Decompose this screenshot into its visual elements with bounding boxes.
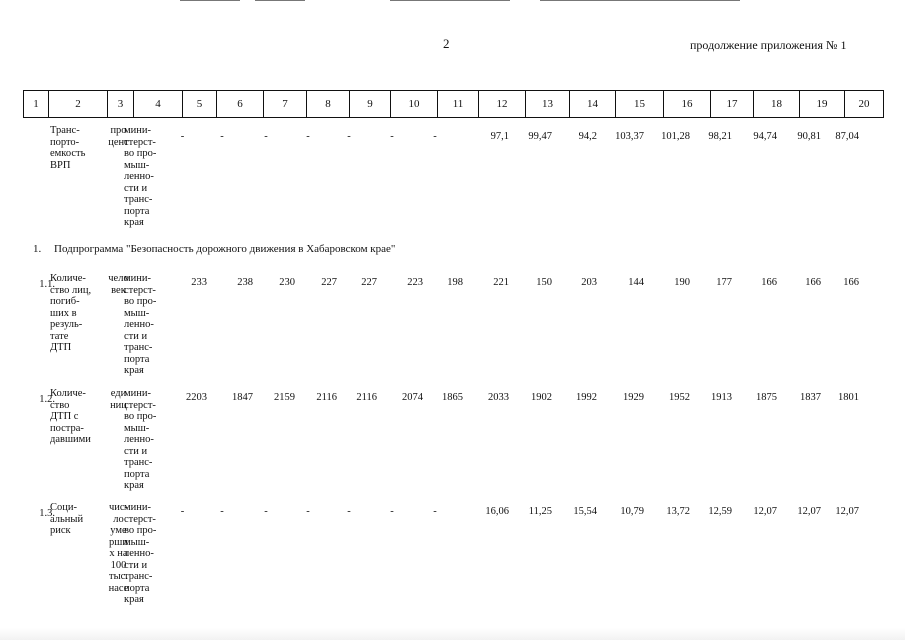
value-col-17: 1913: [711, 392, 732, 403]
value-col-19: 166: [805, 277, 821, 288]
data-source-line: ленно-: [124, 319, 154, 330]
value-col-6: -: [220, 131, 224, 142]
data-source-line: во про-: [124, 148, 157, 159]
value-col-5: 2203: [186, 392, 207, 403]
indicator-name-line: порто-: [50, 136, 80, 148]
data-source-line: стерст-: [124, 399, 156, 411]
header-col-16: 16: [664, 91, 711, 118]
unit-of-measure-line: уме: [110, 525, 127, 536]
data-source-line: мини-: [124, 273, 151, 284]
value-col-9: 227: [361, 277, 377, 288]
scan-edge-line: [390, 0, 510, 1]
value-col-12: 221: [493, 277, 509, 288]
header-col-19: 19: [800, 91, 845, 118]
indicator-name-line: ство: [50, 399, 70, 411]
appendix-continuation-label: продолжение приложения № 1: [690, 38, 847, 52]
scan-edge-line: [540, 0, 740, 1]
value-col-10: 2074: [402, 392, 423, 403]
header-col-14: 14: [570, 91, 616, 118]
data-source-line: транс-: [124, 571, 153, 582]
scan-edge-line: [180, 0, 240, 1]
data-source-line: ленно-: [124, 548, 154, 559]
scan-bottom-edge: [0, 628, 905, 640]
value-col-19: 12,07: [797, 506, 821, 517]
value-col-18: 12,07: [753, 506, 777, 517]
value-col-20: 12,07: [835, 506, 859, 517]
value-col-20: 87,04: [835, 131, 859, 142]
value-col-5: -: [180, 131, 185, 142]
indicator-name-line: риск: [50, 525, 71, 536]
row-number: 1.2.: [39, 394, 55, 405]
column-number-header: [23, 90, 884, 118]
data-source-line: мини-: [124, 502, 151, 513]
indicator-name-line: ДТП: [50, 342, 72, 353]
indicator-name-line: емкость: [50, 148, 86, 159]
indicator-name-line: ших в: [50, 307, 77, 319]
indicator-name-line: Транс-: [50, 125, 80, 136]
value-col-17: 98,21: [708, 131, 732, 142]
data-source: [124, 502, 172, 606]
header-col-7: 7: [264, 91, 307, 118]
data-source: [124, 125, 172, 229]
data-source-line: мыш-: [124, 307, 150, 319]
value-col-18: 166: [761, 277, 777, 288]
value-col-10: -: [390, 131, 394, 142]
data-source-line: мыш-: [124, 422, 150, 434]
value-col-8: 2116: [316, 392, 337, 403]
data-source-line: порта: [124, 353, 150, 365]
value-col-8: 227: [321, 277, 337, 288]
data-source-line: транс-: [124, 457, 153, 468]
value-col-12: 97,1: [490, 131, 509, 142]
value-col-14: 203: [581, 277, 597, 288]
unit-of-measure-line: рши: [109, 536, 128, 548]
unit-of-measure-line: чело: [108, 273, 129, 284]
value-col-7: 2159: [274, 392, 295, 403]
unit-of-measure-line: еди: [110, 388, 127, 399]
header-col-17: 17: [711, 91, 754, 118]
row-number: 1.1.: [39, 279, 55, 290]
value-col-12: 2033: [488, 392, 509, 403]
value-col-19: 90,81: [797, 131, 821, 142]
unit-of-measure-line: х на: [109, 548, 128, 559]
data-source-line: сти и: [124, 559, 148, 571]
value-col-11: 198: [447, 277, 463, 288]
value-col-7: -: [264, 131, 268, 142]
indicator-name-line: Соци-: [50, 502, 77, 513]
data-source-line: мини-: [124, 388, 151, 399]
unit-of-measure-line: цент: [108, 136, 129, 148]
value-col-19: 1837: [800, 392, 821, 403]
data-source-line: стерст-: [124, 136, 156, 148]
value-col-13: 150: [536, 277, 552, 288]
data-source-line: сти и: [124, 330, 148, 342]
value-col-14: 1992: [576, 392, 597, 403]
value-col-6: 238: [237, 277, 253, 288]
value-col-10: 223: [407, 277, 423, 288]
value-col-14: 15,54: [573, 506, 597, 517]
header-col-11: 11: [438, 91, 479, 118]
indicator-name-line: тате: [50, 330, 69, 342]
unit-of-measure-line: про: [110, 125, 127, 136]
header-col-10: 10: [391, 91, 438, 118]
unit-of-measure-line: век: [111, 284, 126, 296]
data-source-line: порта: [124, 205, 150, 217]
row-number: 1.3.: [39, 508, 55, 519]
data-source-line: сти и: [124, 182, 148, 194]
value-col-15: 103,37: [615, 131, 644, 142]
data-source-line: порта: [124, 582, 150, 594]
header-col-4: 4: [134, 91, 183, 118]
value-col-11: -: [433, 131, 437, 142]
value-col-16: 101,28: [661, 131, 690, 142]
value-col-9: -: [347, 506, 351, 517]
data-source-line: транс-: [124, 342, 153, 353]
data-source-line: во про-: [124, 411, 157, 422]
value-col-16: 190: [674, 277, 690, 288]
data-source-line: стерст-: [124, 513, 156, 525]
value-col-6: 1847: [232, 392, 253, 403]
header-col-6: 6: [217, 91, 264, 118]
value-col-15: 144: [628, 277, 644, 288]
header-col-18: 18: [754, 91, 800, 118]
value-col-6: -: [220, 506, 224, 517]
indicator-name-line: ВРП: [50, 159, 71, 171]
value-col-13: 1902: [531, 392, 552, 403]
unit-of-measure-line: ло: [113, 513, 124, 525]
header-col-1: 1: [24, 91, 49, 118]
value-col-17: 177: [716, 277, 732, 288]
data-source: [124, 273, 172, 377]
value-col-20: 1801: [838, 392, 859, 403]
section-title: Подпрограмма "Безопасность дорожного движения в Хабаровском крае": [54, 243, 396, 255]
unit-of-measure-line: тыс.: [109, 571, 128, 582]
unit-of-measure-line: насе: [108, 582, 129, 594]
data-source-line: ленно-: [124, 434, 154, 445]
indicator-name-line: давшими: [50, 434, 91, 445]
data-source-line: края: [124, 594, 144, 605]
data-source-line: порта: [124, 468, 150, 480]
value-col-9: -: [347, 131, 351, 142]
value-col-8: -: [306, 131, 310, 142]
unit-of-measure-line: чис-: [108, 502, 129, 513]
header-col-3: 3: [108, 91, 134, 118]
header-row: [24, 91, 884, 118]
header-col-2: 2: [49, 91, 108, 118]
header-col-12: 12: [479, 91, 526, 118]
indicator-name-line: погиб-: [50, 296, 80, 307]
value-col-7: 230: [279, 277, 295, 288]
value-col-8: -: [306, 506, 310, 517]
page-number: 2: [443, 36, 450, 51]
section-number: 1.: [33, 243, 42, 255]
value-col-11: -: [433, 506, 437, 517]
header-col-20: 20: [845, 91, 884, 118]
indicator-name-line: альный: [50, 513, 84, 525]
data-source-line: ленно-: [124, 171, 154, 182]
value-col-5: -: [180, 506, 185, 517]
data-source-line: края: [124, 217, 144, 228]
data-source-line: мини-: [124, 125, 151, 136]
value-col-9: 2116: [356, 392, 377, 403]
value-col-11: 1865: [442, 392, 463, 403]
indicator-name-line: ДТП с: [50, 411, 79, 422]
indicator-name-line: Количе-: [50, 388, 86, 399]
value-col-12: 16,06: [485, 506, 509, 517]
indicator-name-line: резуль-: [50, 319, 83, 330]
data-source-line: края: [124, 480, 144, 491]
value-col-13: 11,25: [528, 506, 552, 517]
header-col-5: 5: [183, 91, 217, 118]
indicator-name-line: ство лиц,: [50, 284, 92, 296]
value-col-14: 94,2: [578, 131, 597, 142]
unit-of-measure-line: ниц: [110, 399, 127, 411]
unit-of-measure-line: 100: [110, 559, 127, 571]
data-source-line: во про-: [124, 525, 157, 536]
value-col-17: 12,59: [708, 506, 732, 517]
indicator-name-line: постра-: [50, 422, 84, 434]
value-col-13: 99,47: [528, 131, 552, 142]
header-col-13: 13: [526, 91, 570, 118]
value-col-7: -: [264, 506, 268, 517]
value-col-5: 233: [191, 277, 207, 288]
header-col-8: 8: [307, 91, 350, 118]
scan-edge-line: [255, 0, 305, 1]
value-col-16: 1952: [669, 392, 690, 403]
value-col-18: 1875: [756, 392, 777, 403]
value-col-16: 13,72: [666, 506, 690, 517]
value-col-15: 10,79: [620, 506, 644, 517]
header-col-15: 15: [616, 91, 664, 118]
data-source-line: стерст-: [124, 284, 156, 296]
header-col-9: 9: [350, 91, 391, 118]
value-col-15: 1929: [623, 392, 644, 403]
data-source-line: края: [124, 365, 144, 376]
value-col-10: -: [390, 506, 394, 517]
data-source-line: мыш-: [124, 159, 150, 171]
indicator-name-line: Количе-: [50, 273, 86, 284]
data-source-line: транс-: [124, 194, 153, 205]
data-source-line: мыш-: [124, 536, 150, 548]
value-col-20: 166: [843, 277, 859, 288]
data-source-line: сти и: [124, 445, 148, 457]
data-source-line: во про-: [124, 296, 157, 307]
value-col-18: 94,74: [753, 131, 777, 142]
data-source: [124, 388, 172, 492]
